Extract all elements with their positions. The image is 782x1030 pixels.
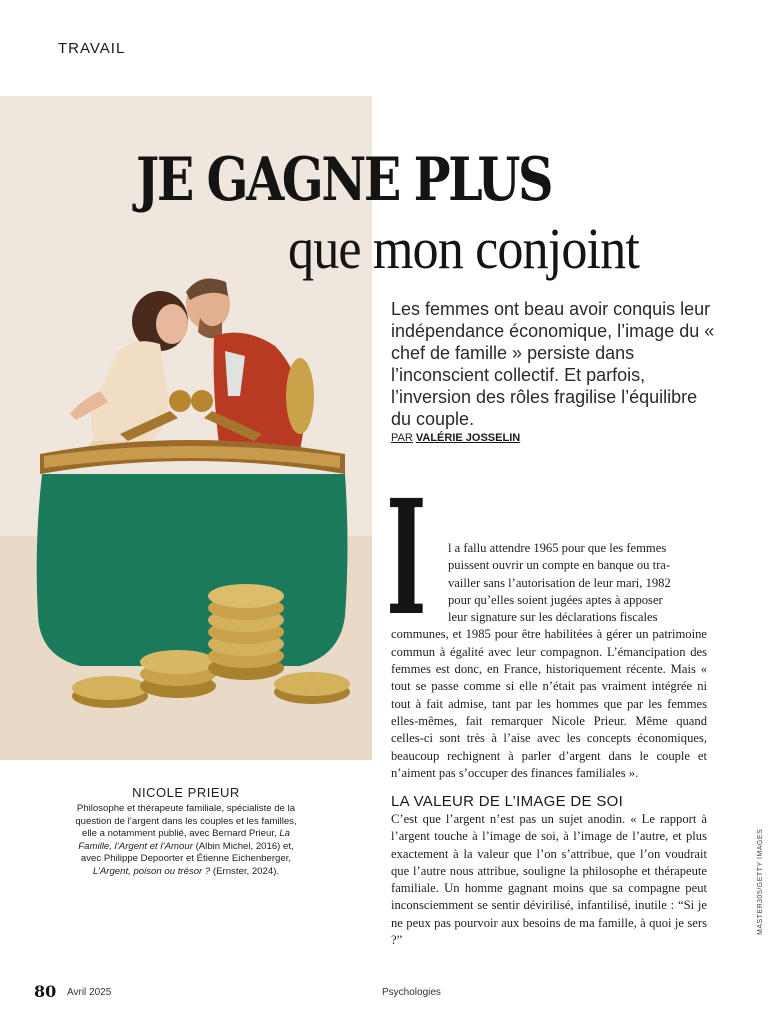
caption-book-title: L’Argent, poison ou trésor ? (92, 865, 211, 877)
body-paragraph: communes, et 1985 pour être habilitées à gérer un patrimoine commun à égalité avec leur compagnon. L’émancipation des femmes est donc, en France, historiquement récente. Mais « tout se passe comme si elle n’était pas vraiment intégrée ni tout à fait admise, tant par les hommes que par les femmes elles-mêmes, fait remarquer Nicole Prieur. Même quand celles-ci sont très à l’aise avec les concepts économiques, beaucoup rechignent à parler d’argent dans le couple et n’aiment pas s’occuper des finances familiales ». (391, 627, 707, 780)
green-purse (37, 474, 348, 666)
article-body-section (391, 811, 707, 949)
photo-caption (70, 785, 302, 879)
page-number: 80 (34, 982, 57, 1001)
issue-date: Avril 2025 (67, 987, 112, 998)
dropcap-adjacent-lines (391, 540, 707, 626)
body-line: l a fallu attendre 1965 pour que les femmes (448, 541, 667, 555)
caption-text (70, 803, 302, 879)
caption-text-part: (Ernster, 2024). (210, 865, 280, 877)
man-figure (186, 278, 314, 451)
caption-book-title: La Famille, l’Argent et l’Amour (78, 828, 290, 852)
section-rubric: TRAVAIL (58, 40, 126, 57)
byline (391, 432, 520, 444)
article-title-line1: JE GAGNE PLUS (136, 145, 552, 215)
caption-name: NICOLE PRIEUR (132, 785, 240, 800)
caption-text-part: (Albin Michel, 2016) et, avec Philippe Depoorter et Étienne Eichenberger, (80, 840, 294, 865)
body-line: pour qu’elles soient jugées aptes à apposer (448, 592, 663, 607)
magazine-name: Psychologies (382, 987, 441, 998)
body-paragraph: C’est que l’argent n’est pas un sujet anodin. « Le rapport à l’argent touche à l’image de soi, à l’image de l’autre, et plus exactement à la valeur que l’on s’attribue, que l’on voudrait que l’autre nous attribue, souligne la philosophe et thérapeute familiale. Un homme gagnant moins que sa compagne peut inconsciemment se sentir dévirilisé, infantilisé, inutile : “Si je ne peux pas pourvoir aux besoins de ma famille, à quoi je sers ?” (391, 812, 707, 948)
article-lede: Les femmes ont beau avoir conquis leur indépendance économique, l’image du « chef de famille » persiste dans l’inconscient collectif. Et parfois, l’inversion des rôles fragilise l’équilibre du couple. (391, 299, 715, 429)
caption-text-part: Philosophe et thérapeute familiale, spécialiste de la question de l’argent dans les couples et les familles, elle a notamment publié, avec Bernard Prieur, (75, 803, 297, 840)
woman-figure (70, 291, 188, 451)
photo-credit: MASTER305/GETTY IMAGES (757, 828, 764, 935)
byline-author[interactable]: VALÉRIE JOSSELIN (415, 432, 521, 444)
body-line: puissent ouvrir un compte en banque ou tra- (448, 558, 671, 573)
byline-prefix: PAR (391, 432, 413, 444)
section-subheading: LA VALEUR DE L’IMAGE DE SOI (391, 793, 624, 810)
article-body-intro (391, 540, 707, 782)
article-title-line2: que mon conjoint (288, 216, 639, 281)
body-line: vailler sans l’autorisation de leur mari, 1982 (448, 575, 671, 590)
drop-cap: I (386, 466, 427, 651)
body-line: leur signature sur les déclarations fiscales (448, 610, 658, 625)
